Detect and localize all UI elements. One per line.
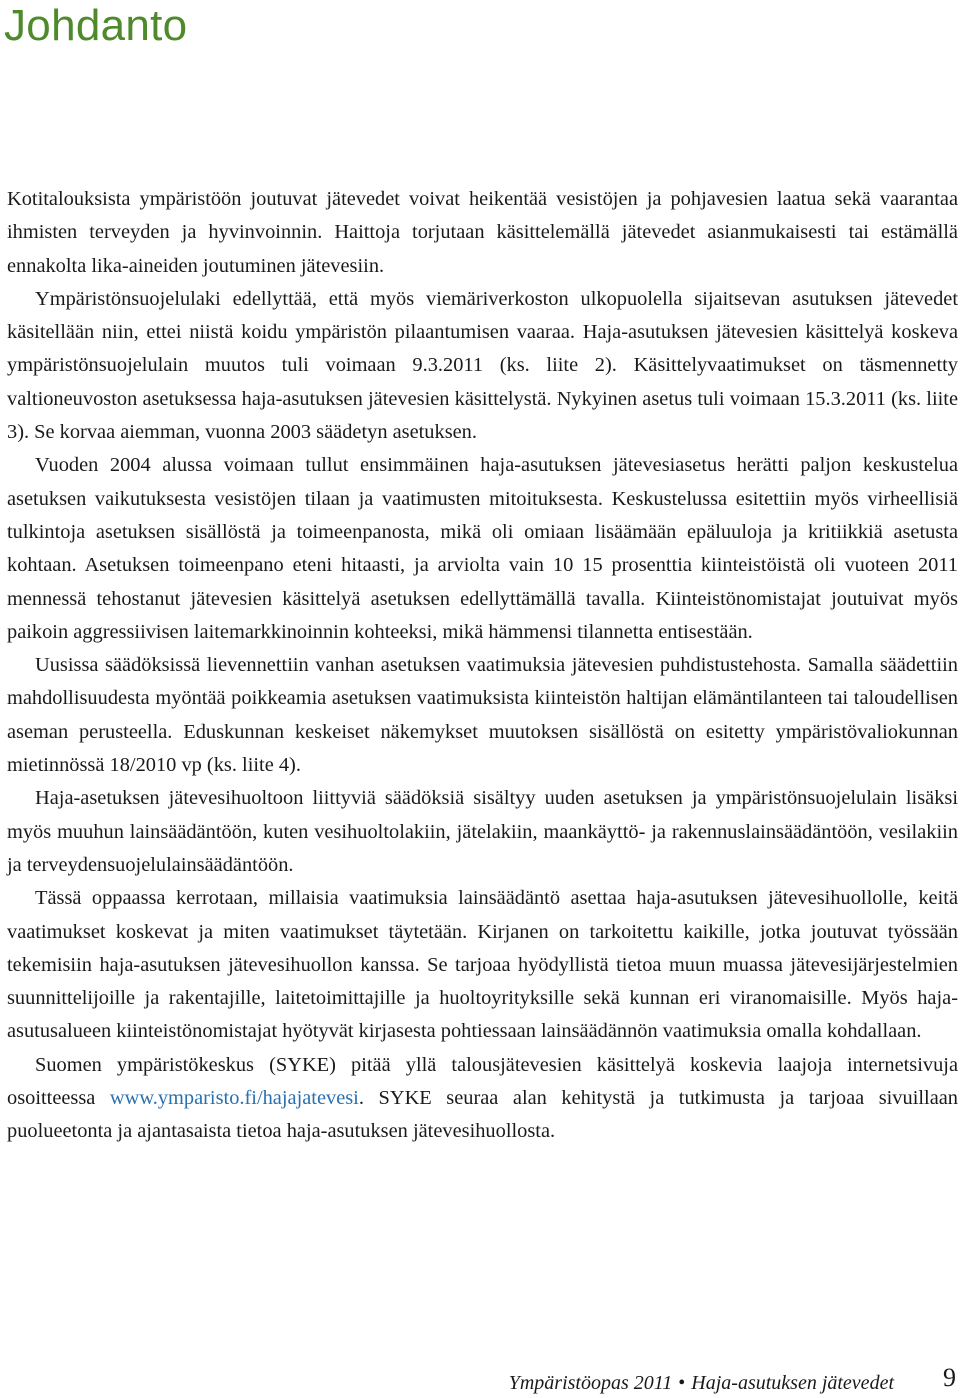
footer-bullet: • (678, 1372, 686, 1394)
footer-publication: Ympäristöopas 2011 (508, 1372, 673, 1394)
footer-running-title (509, 1368, 894, 1398)
paragraph-7-text-after-link: . SYKE seuraa alan kehitystä ja tutkimusta ja tarjoaa sivuillaan puolueetonta ja ajantasaista tietoa haja-asutuksen jätevesihuollosta. (7, 1087, 958, 1143)
page-footer (0, 1363, 960, 1398)
paragraph-7-text-before-link: Suomen ympäristökeskus (SYKE) pitää yllä talousjätevesien käsittelyä koskevia laajoja internetsivuja osoitteessa (7, 1053, 958, 1110)
page-number: 9 (943, 1363, 956, 1392)
paragraph-5: Haja-asetuksen jätevesihuoltoon liittyviä säädöksiä sisältyy uuden asetuksen ja ympäristönsuojelulain lisäksi myös muuhun lainsäädäntöön, kuten vesihuoltolakiin, jätelakiin, maankäyttö- ja rakennuslainsäädäntöön, vesilakiin ja terveydensuojelulainsäädäntöön. (7, 787, 958, 876)
paragraph-3: Vuoden 2004 alussa voimaan tullut ensimmäinen haja-asutuksen jätevesiasetus herätti paljon keskustelua asetuksen vaikutuksesta vesistöjen tilaan ja vaatimusten mitoituksesta. Keskustelussa esitettiin myös virheellisiä tulkintoja asetuksen sisällöstä ja toimeenpanosta, mikä oli omiaan lisäämään epäluuloja ja kritiikkiä asetusta kohtaan. Asetuksen toimeenpano eteni hitaasti, ja arviolta vain 10 15 prosenttia kiinteistöistä oli vuoteen 2011 mennessä tehostanut jätevesien käsittelyä asetuksen edellyttämällä tavalla. Kiinteistönomistajat joutuivat myös paikoin aggressiivisen laitemarkkinoinnin kohteeksi, mikä hämmensi tilannetta entisestään. (7, 454, 958, 643)
paragraph-2: Ympäristönsuojelulaki edellyttää, että myös viemäriverkoston ulkopuolella sijaitsevan asutuksen jätevedet käsitellään niin, ettei niistä koidu ympäristön pilaantumisen vaaraa. Haja-asutuksen jätevesien käsittelyä koskeva ympäristönsuojelulain muutos tuli voimaan 9.3.2011 (ks. liite 2). Käsittelyvaatimukset on täsmennetty valtioneuvoston asetuksessa haja-asutuksen jätevesien käsittelystä. Nykyinen asetus tuli voimaan 15.3.2011 (ks. liite 3). Se korvaa aiemman, vuonna 2003 säädetyn asetuksen. (7, 287, 958, 444)
page-title: Johdanto (4, 1, 188, 50)
body-text (7, 183, 958, 1149)
hajajatevesi-link[interactable]: www.ymparisto.fi/hajajatevesi (109, 1087, 359, 1110)
paragraph-1: Kotitalouksista ympäristöön joutuvat jätevedet voivat heikentää vesistöjen ja pohjavesien laatua sekä vaarantaa ihmisten terveyden ja hyvinvoinnin. Haittoja torjutaan käsittelemällä jätevedet asianmukaisesti tai estämällä ennakolta lika-aineiden joutuminen jätevesiin. (7, 188, 958, 277)
paragraph-4: Uusissa säädöksissä lievennettiin vanhan asetuksen vaatimuksia jätevesien puhdistustehosta. Samalla säädettiin mahdollisuudesta myöntää poikkeamia asetuksen vaatimuksista kiinteistön haltijan elämäntilanteen tai taloudellisen aseman perusteella. Eduskunnan keskeiset näkemykset muutoksen sisällöstä on esitetty ympäristövaliokunnan mietinnössä 18/2010 vp (ks. liite 4). (7, 654, 958, 777)
paragraph-7 (7, 1049, 958, 1149)
paragraph-6: Tässä oppaassa kerrotaan, millaisia vaatimuksia lainsäädäntö asettaa haja-asutuksen jätevesihuollolle, keitä vaatimukset koskevat ja miten vaatimukset täytetään. Kirjanen on tarkoitettu kaikille, jotka joutuvat työssään tekemisiin haja-asutuksen jätevesihuollon kanssa. Se tarjoaa hyödyllistä tietoa muun muassa jätevesijärjestelmien suunnittelijoille ja rakentajille, laitetoimittajille ja huoltoyrityksille sekä kunnan eri viranomaisille. Myös haja-asutusalueen kiinteistönomistajat hyötyvät kirjasesta pohtiessaan lainsäädännön vaatimuksia omalla kohdallaan. (7, 887, 958, 1043)
footer-subtitle: Haja-asutuksen jätevedet (691, 1372, 894, 1394)
